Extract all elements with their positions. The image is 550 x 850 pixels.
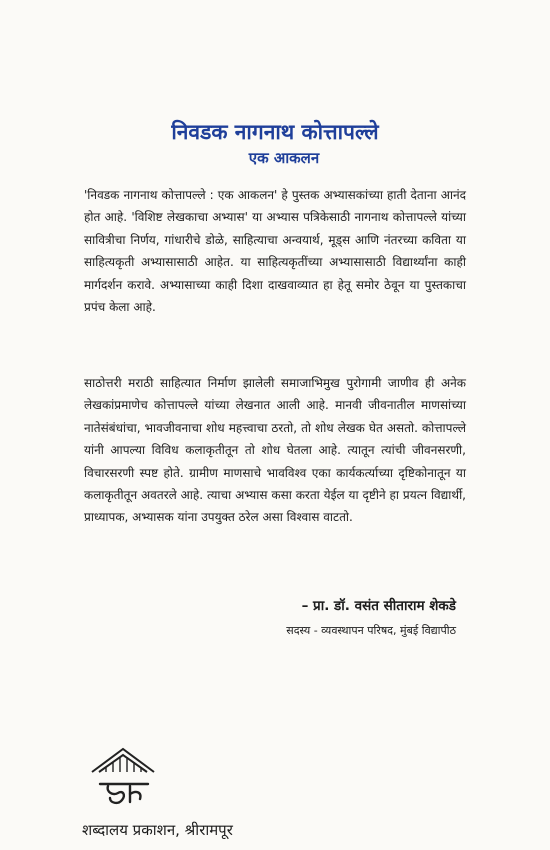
author-signature: – प्रा. डॉ. वसंत सीताराम शेकडे xyxy=(301,598,456,614)
document-subtitle: एक आकलन xyxy=(248,149,320,167)
document-title: निवडक नागनाथ कोत्तापल्ले xyxy=(171,120,379,144)
paragraph-2: साठोत्तरी मराठी साहित्यात निर्माण झालेली समाजाभिमुख पुरोगामी जाणीव ही अनेक लेखकांप्रमाणेच कोत्तापल्ले यांच्या लेखनात आली आहे. मानवी जीवनातील माणसांच्या नातेसंबंधांचा, भावजीवनाचा शोध महत्त्वाचा ठरतो, तो शोध लेखक घेत असतो. कोत्तापल्ले यांनी आपल्या विविध कलाकृतीतून तो शोध घेतला आहे. त्यातून त्यांची जीवनसरणी, विचारसरणी स्पष्ट होते. ग्रामीण माणसाचे भावविश्व एका कार्यकर्त्याच्या दृष्टिकोनातून या कलाकृतीतून अवतरले आहे. त्याचा अभ्यास कसा करता येईल या दृष्टीने हा प्रयत्न विद्यार्थी, प्राध्यापक, अभ्यासक यांना उपयुक्त ठरेल असा विश्वास वाटतो. xyxy=(84,376,466,525)
publisher-name: शब्दालय प्रकाशन, श्रीरामपूर xyxy=(82,821,233,839)
publisher-logo-icon xyxy=(86,746,160,818)
paragraph-1: 'निवडक नागनाथ कोत्तापल्ले : एक आकलन' हे पुस्तक अभ्यासकांच्या हाती देताना आनंद होत आहे. 'विशिष्ट लेखकाचा अभ्यास' या अभ्यास पत्रिकेसाठी नागनाथ कोत्तापल्ले यांच्या सावित्रीचा निर्णय, गांधारीचे डोळे, साहित्याचा अन्वयार्थ, मूड्स आणि नंतरच्या कविता या साहित्यकृती अभ्यासासाठी आहेत. या साहित्यकृतींच्या अभ्यासासाठी विद्यार्थ्यांना काही मार्गदर्शन करावे. अभ्यासाच्या काही दिशा दाखवाव्यात हा हेतू समोर ठेवून या पुस्तकाचा प्रपंच केला आहे. xyxy=(84,188,466,315)
author-designation: सदस्य - व्यवस्थापन परिषद, मुंबई विद्यापीठ xyxy=(286,624,456,637)
